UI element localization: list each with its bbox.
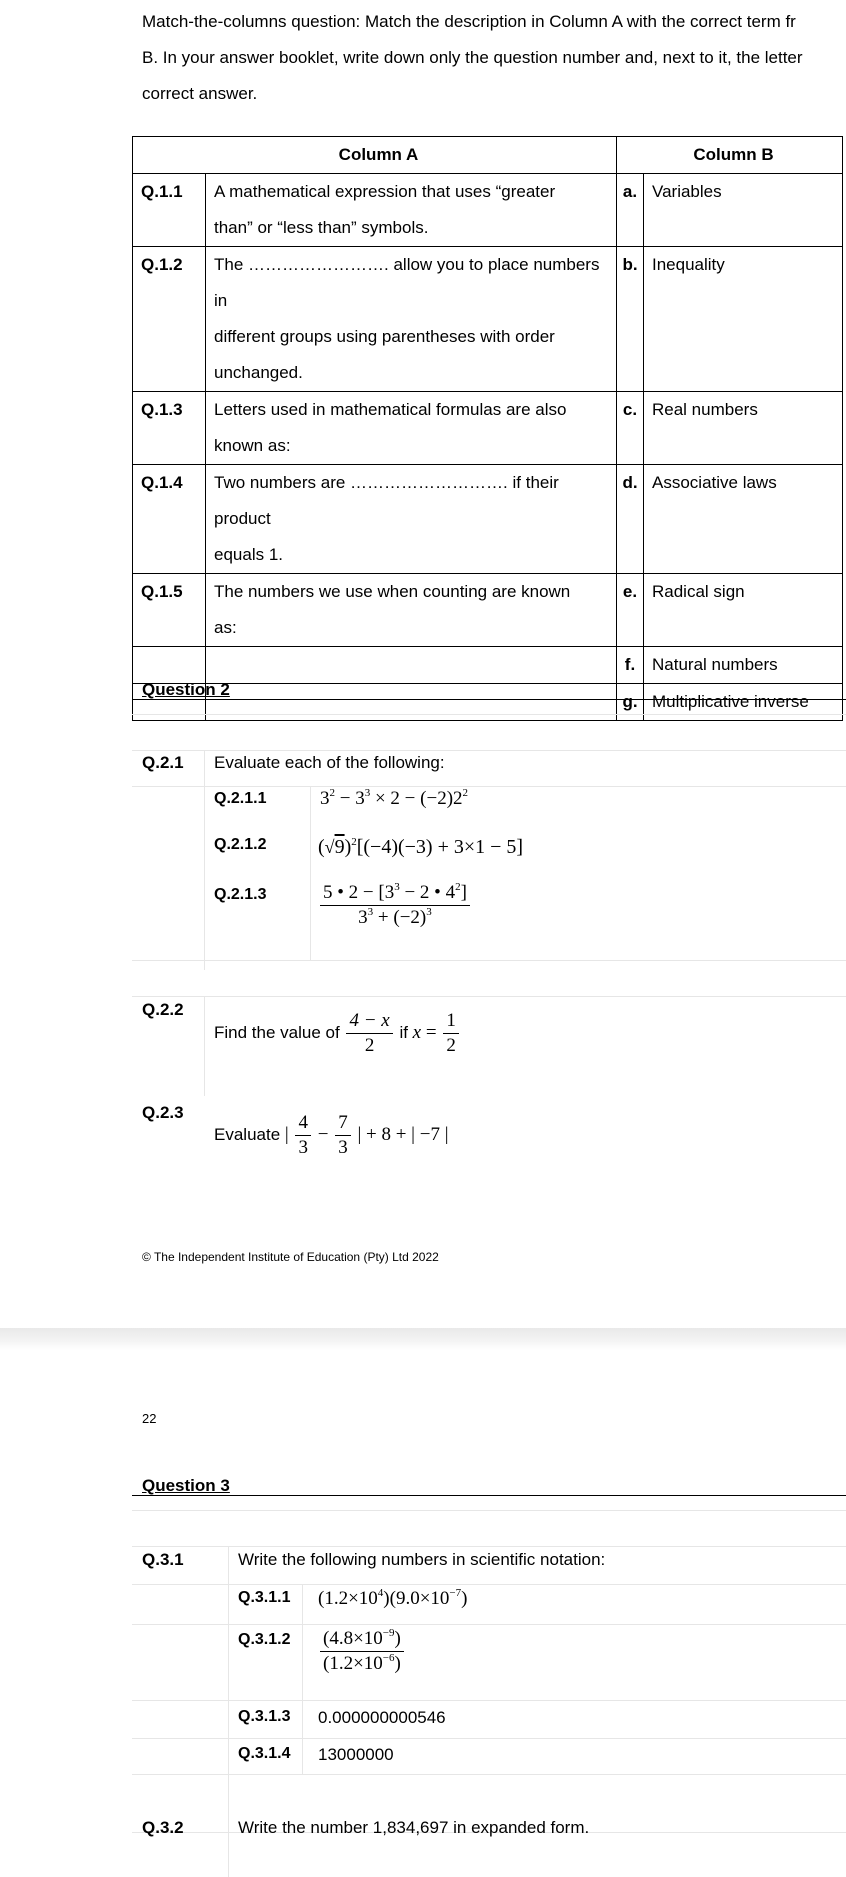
question-number: Q.1.2 — [133, 247, 206, 392]
description-line: unchanged. — [214, 363, 303, 382]
value-x: x = $\frac{1}{2}$ — [413, 1022, 461, 1043]
description-line: equals 1. — [214, 545, 283, 564]
description-line: than” or “less than” symbols. — [214, 218, 429, 237]
description-cell — [206, 574, 617, 647]
expression-q213: $\frac{5 • 2 - [3^3 - 2 • 4^2]}{3^3 + (-2)^3}$ — [318, 882, 472, 929]
question-number: Q.1.5 — [133, 574, 206, 647]
column-a-header: Column A — [133, 137, 617, 174]
option-letter: e. — [617, 574, 644, 647]
description-cell — [206, 647, 617, 684]
match-columns-table — [132, 136, 843, 721]
option-term: Inequality — [644, 247, 843, 392]
question-text: Evaluate each of the following: — [214, 753, 445, 772]
option-letter: b. — [617, 247, 644, 392]
option-term: Real numbers — [644, 392, 843, 465]
page-number: 22 — [142, 1411, 157, 1426]
question-label: Q.3.1 — [142, 1550, 184, 1569]
question-number: Q.1.1 — [133, 174, 206, 247]
description-line: Two numbers are ………………………. if their product — [214, 473, 559, 528]
expression-q312: $\frac{(4.8\times 10^{-9})}{(1.2\times 10^{-6})}$ — [318, 1628, 406, 1675]
copyright-footer: © The Independent Institute of Education (Pty) Ltd 2022 — [142, 1250, 439, 1264]
question-text-q22 — [214, 1010, 461, 1057]
subquestion-label: Q.3.1.4 — [238, 1745, 291, 1762]
description-line: The ……………………. allow you to place numbers in — [214, 255, 600, 310]
question-text: Find the value of — [214, 1022, 340, 1042]
question-label: Q.2.1 — [142, 753, 184, 772]
option-term: Radical sign — [644, 574, 843, 647]
option-term: Natural numbers — [644, 647, 843, 684]
option-letter: f. — [617, 647, 644, 684]
question-label: Q.2.3 — [142, 1103, 184, 1122]
question-label: Q.2.2 — [142, 1000, 184, 1019]
table-row — [133, 465, 843, 574]
table-row — [133, 574, 843, 647]
question-text: if — [399, 1022, 408, 1042]
description-cell — [206, 392, 617, 465]
value-q314: 13000000 — [318, 1745, 394, 1764]
description-cell — [206, 247, 617, 392]
instructions — [142, 4, 846, 112]
question-text: Write the following numbers in scientific notation: — [238, 1550, 606, 1569]
description-line: A mathematical expression that uses “greater — [214, 182, 556, 201]
question-number: Q.1.4 — [133, 465, 206, 574]
subquestion-label: Q.2.1.2 — [214, 836, 267, 853]
question-label: Q.3.2 — [142, 1818, 184, 1837]
description-line: as: — [214, 618, 237, 637]
expression-q23: | $\frac{4}{3}$ − $\frac{7}{3}$ | + 8 + | −7 | — [284, 1112, 449, 1158]
description-cell — [206, 174, 617, 247]
option-term: Variables — [644, 174, 843, 247]
question-number: Q.1.3 — [133, 392, 206, 465]
question-number — [133, 647, 206, 684]
expression-q211: $3^2 - 3^3 \times 2 - (-2)2^2$ — [320, 787, 469, 809]
option-term: Multiplicative inverse — [644, 684, 843, 721]
option-term: Associative laws — [644, 465, 843, 574]
question-text-q23 — [214, 1112, 449, 1159]
subquestion-label: Q.3.1.3 — [238, 1708, 291, 1725]
column-b-header: Column B — [617, 137, 843, 174]
subquestion-label: Q.2.1.1 — [214, 790, 267, 807]
description-line: known as: — [214, 436, 291, 455]
instructions-line: correct answer. — [142, 84, 258, 103]
option-letter: c. — [617, 392, 644, 465]
description-line: different groups using parentheses with order — [214, 327, 555, 346]
table-row — [133, 247, 843, 392]
question-text: Evaluate — [214, 1124, 281, 1144]
value-q313: 0.000000000546 — [318, 1708, 446, 1727]
subquestion-label: Q.3.1.2 — [238, 1631, 291, 1648]
question-text: Write the number 1,834,697 in expanded form. — [238, 1818, 590, 1837]
page-break — [0, 1328, 846, 1350]
option-letter: a. — [617, 174, 644, 247]
description-line: Letters used in mathematical formulas are also — [214, 400, 567, 419]
description-line: The numbers we use when counting are known — [214, 582, 571, 601]
question-3-title: Question 3 — [142, 1476, 230, 1495]
expression-q22: $\frac{4 - x}{2}$ — [344, 1022, 394, 1043]
instructions-line: B. In your answer booklet, write down only the question number and, next to it, the letter — [142, 48, 803, 67]
instructions-line: Match-the-columns question: Match the description in Column A with the correct term fr — [142, 12, 796, 31]
subquestion-label: Q.2.1.3 — [214, 886, 267, 903]
table-row — [133, 392, 843, 465]
subquestion-label: Q.3.1.1 — [238, 1589, 291, 1606]
question-2-title: Question 2 — [142, 680, 230, 699]
expression-q311: $(1.2\times 10^4)(9.0\times 10^{-7})$ — [318, 1587, 468, 1609]
expression-q212: $(√9)^2[(-4)(-3) + 3\times 1 - 5]$ — [318, 836, 524, 858]
table-row — [133, 647, 843, 684]
option-letter: d. — [617, 465, 644, 574]
description-cell — [206, 465, 617, 574]
table-row — [133, 174, 843, 247]
faint-grid — [132, 700, 846, 970]
option-letter: g. — [617, 684, 644, 721]
